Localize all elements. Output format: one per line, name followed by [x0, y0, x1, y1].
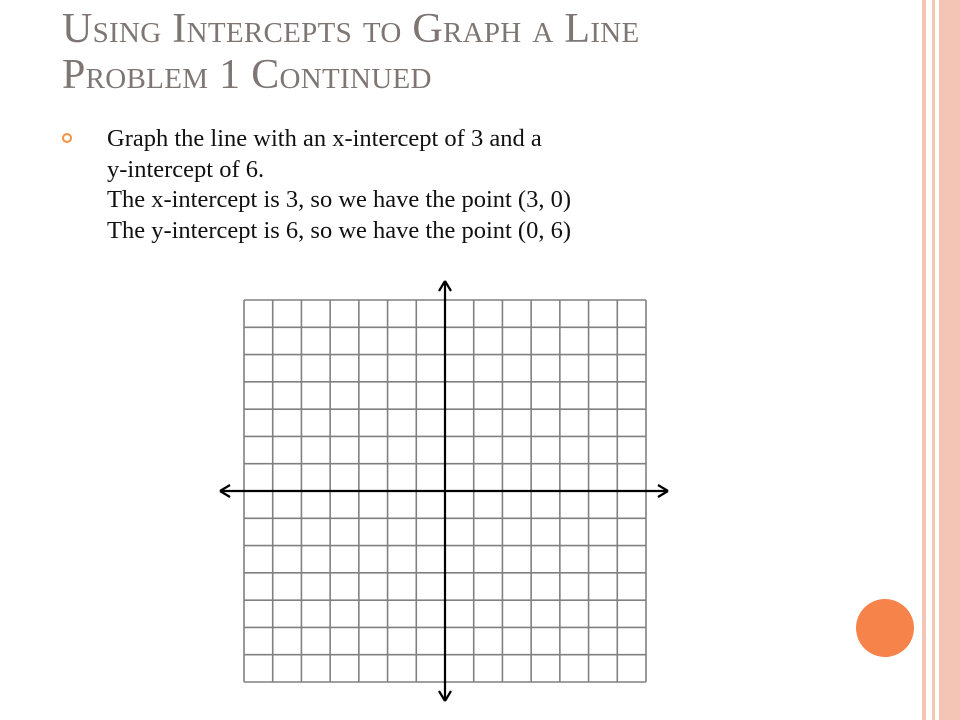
title-line-1: Using Intercepts to Graph a Line [62, 6, 640, 52]
filled-circle-decoration [856, 599, 914, 657]
bullet-line-1: Graph the line with an x-intercept of 3 and a [107, 125, 542, 152]
title-line-2: Problem 1 Continued [62, 52, 432, 98]
right-band-stripe-3 [939, 0, 960, 720]
right-band-stripe-2 [932, 0, 935, 720]
right-band-stripe-1 [922, 0, 926, 720]
bullet-line-2: y-intercept of 6. [107, 155, 265, 183]
bullet-line-3: The x-intercept is 3, so we have the point (3, 0) [107, 186, 572, 213]
bullet-line-4: The y-intercept is 6, so we have the point (0, 6) [107, 216, 572, 244]
